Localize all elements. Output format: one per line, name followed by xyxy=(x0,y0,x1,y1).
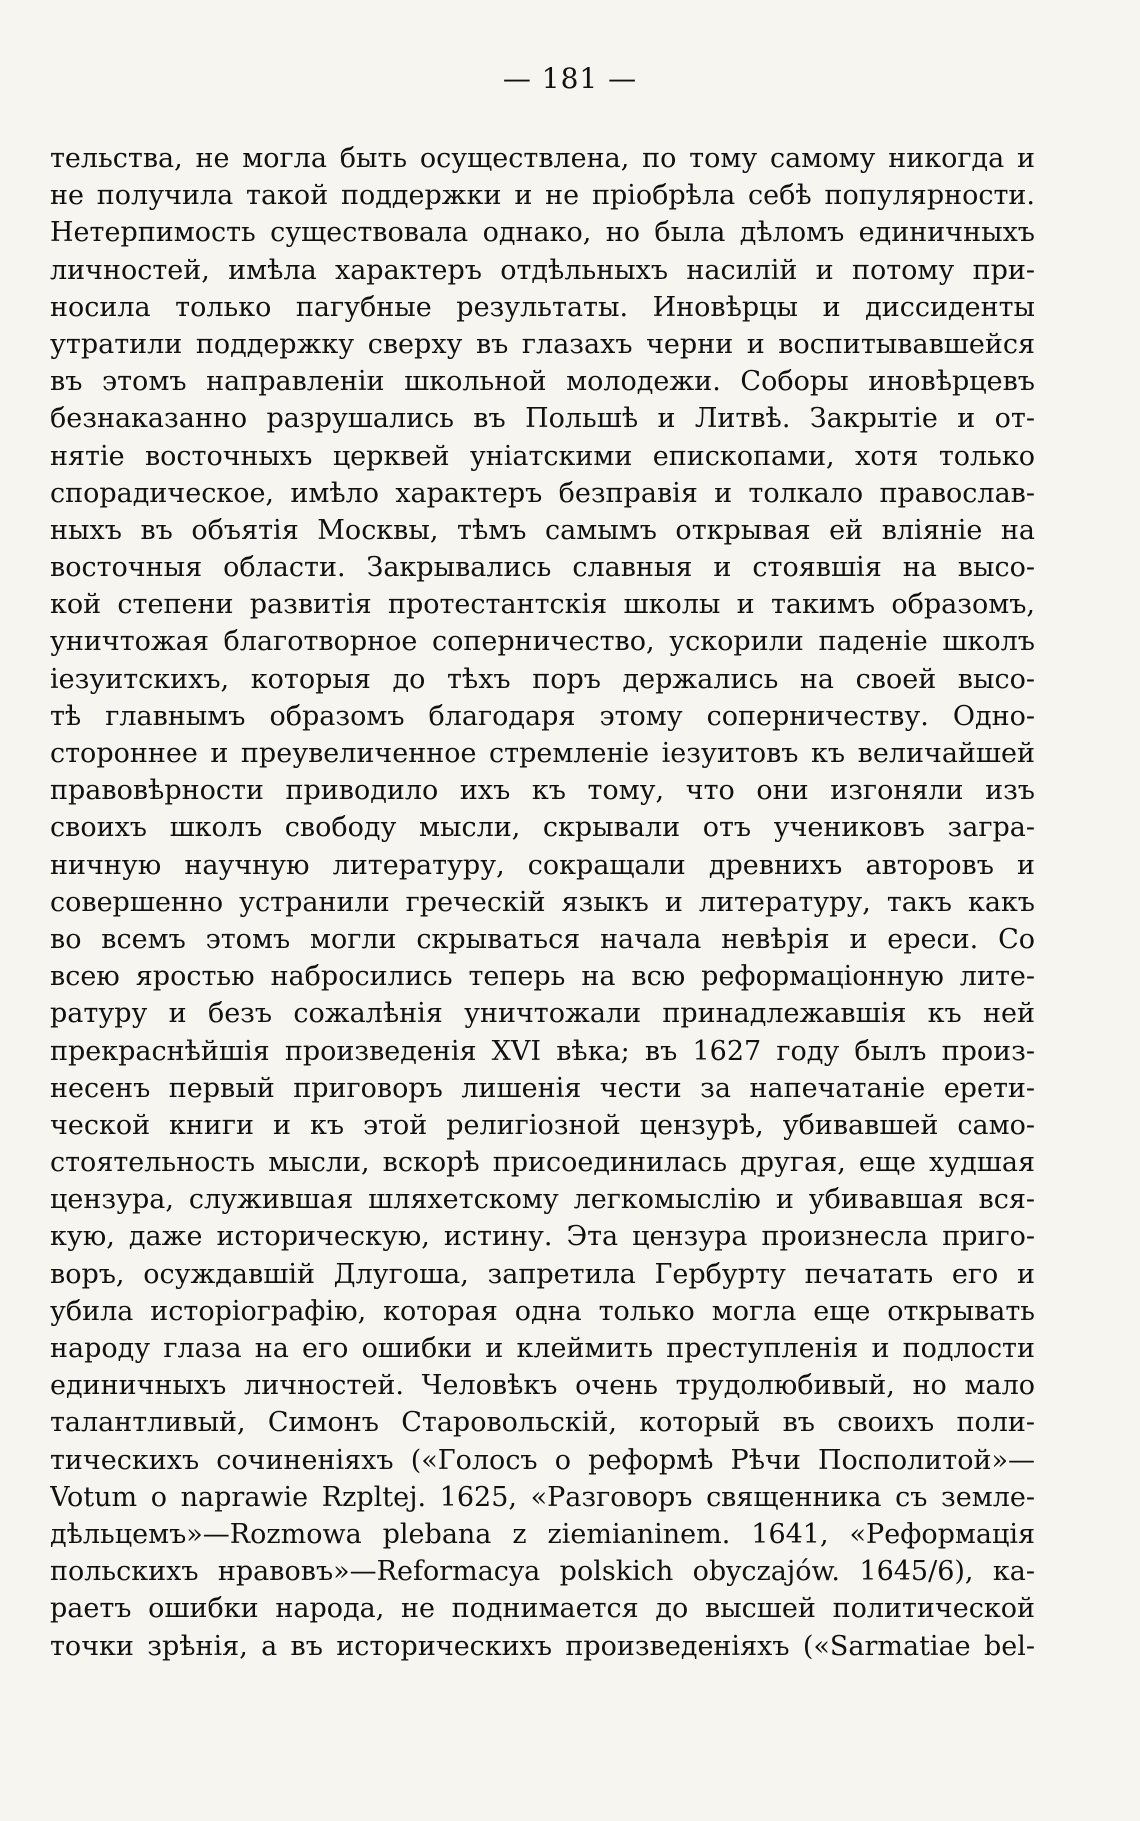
text-line: совершенно устранили греческій языкъ и литературу, такъ какъ xyxy=(50,886,1035,918)
page-number: — 181 — xyxy=(502,62,638,95)
text-line: убила исторіографію, которая одна только могла еще открывать xyxy=(50,1295,1035,1327)
text-line: тельства, не могла быть осуществлена, по тому самому никогда и xyxy=(50,143,1035,174)
text-line: цензура, служившая шляхетскому легкомыслію и убивавшая вся- xyxy=(50,1184,1035,1216)
text-line: уничтожая благотворное соперничество, ускорили паденіе школъ xyxy=(50,626,1035,658)
text-line: кой степени развитія протестантскія школы и такимъ образомъ, xyxy=(50,589,1035,621)
text-line: воръ, осуждавшій Длугоша, запретила Гербурту печатать его и xyxy=(50,1258,1035,1290)
text-line: Votum o naprawie Rzpltej. 1625, «Разговоръ священника съ земле- xyxy=(50,1481,1035,1513)
text-line: точки зрѣнія, а въ историческихъ произведеніяхъ («Sarmatiae bel- xyxy=(50,1630,1035,1662)
text-line: Нетерпимость существовала однако, но была дѣломъ единичныхъ xyxy=(50,217,1035,249)
text-line: польскихъ нравовъ»—Reformacya polskich obyczajów. 1645/6), ка- xyxy=(50,1556,1035,1588)
text-line: стороннее и преувеличенное стремленіе іезуитовъ къ величайшей xyxy=(50,738,1035,769)
text-line: не получила такой поддержки и не пріобрѣла себѣ популярности. xyxy=(50,180,1035,212)
text-line: талантливый, Симонъ Старовольскій, который въ своихъ поли- xyxy=(50,1407,1035,1439)
text-line: ничную научную литературу, сокращали древнихъ авторовъ и xyxy=(50,849,1035,881)
text-line: правовѣрности приводило ихъ къ тому, что они изгоняли изъ xyxy=(50,775,1035,807)
text-line: безнаказанно разрушались въ Польшѣ и Литвѣ. Закрытіе и от- xyxy=(50,403,1035,435)
text-line: всею яростью набросились теперь на всю реформаціонную лите- xyxy=(50,961,1035,993)
text-line: восточныя области. Закрывались славныя и стоявшія на высо- xyxy=(50,552,1035,584)
body-text xyxy=(50,140,1035,1665)
text-line: ратуру и безъ сожалѣнія уничтожали принадлежавшія къ ней xyxy=(50,998,1035,1030)
text-line: кую, даже историческую, истину. Эта цензура произнесла приго- xyxy=(50,1221,1035,1253)
text-line: тическихъ сочиненіяхъ («Голосъ о реформѣ Рѣчи Посполитой»— xyxy=(50,1444,1035,1476)
text-line: прекраснѣйшія произведенія XVI вѣка; въ 1627 году былъ произ- xyxy=(50,1035,1035,1067)
text-line: ныхъ въ объятія Москвы, тѣмъ самымъ открывая ей вліяніе на xyxy=(50,514,1035,546)
text-line: своихъ школъ свободу мысли, скрывали отъ учениковъ загра- xyxy=(50,812,1035,844)
text-line: во всемъ этомъ могли скрываться начала невѣрія и ереси. Со xyxy=(50,923,1035,955)
text-line: спорадическое, имѣло характеръ безправія и толкало православ- xyxy=(50,477,1035,509)
text-line: стоятельность мысли, вскорѣ присоединилась другая, еще худшая xyxy=(50,1147,1035,1179)
text-line: раетъ ошибки народа, не поднимается до высшей политической xyxy=(50,1593,1035,1625)
text-line: ческой книги и къ этой религіозной цензурѣ, убивавшей само- xyxy=(50,1109,1035,1141)
text-line: народу глаза на его ошибки и клеймить преступленія и подлости xyxy=(50,1333,1035,1364)
text-line: несенъ первый приговоръ лишенія чести за напечатаніе ерети- xyxy=(50,1072,1035,1104)
text-line: дѣльцемъ»—Rozmowa plebana z ziemianinem. 1641, «Реформація xyxy=(50,1518,1035,1550)
text-line: нятіе восточныхъ церквей уніатскими епископами, хотя только xyxy=(50,440,1035,472)
text-line: единичныхъ личностей. Человѣкъ очень трудолюбивый, но мало xyxy=(50,1370,1035,1402)
text-line: утратили поддержку сверху въ глазахъ черни и воспитывавшейся xyxy=(50,328,1035,360)
text-line: личностей, имѣла характеръ отдѣльныхъ насилій и потому при- xyxy=(50,254,1035,286)
text-line: іезуитскихъ, которыя до тѣхъ поръ держались на своей высо- xyxy=(50,663,1035,695)
text-line: тѣ главнымъ образомъ благодаря этому соперничеству. Одно- xyxy=(50,700,1035,732)
text-line: въ этомъ направленіи школьной молодежи. Соборы иновѣрцевъ xyxy=(50,366,1035,398)
text-line: носила только пагубные результаты. Иновѣрцы и диссиденты xyxy=(50,291,1035,323)
